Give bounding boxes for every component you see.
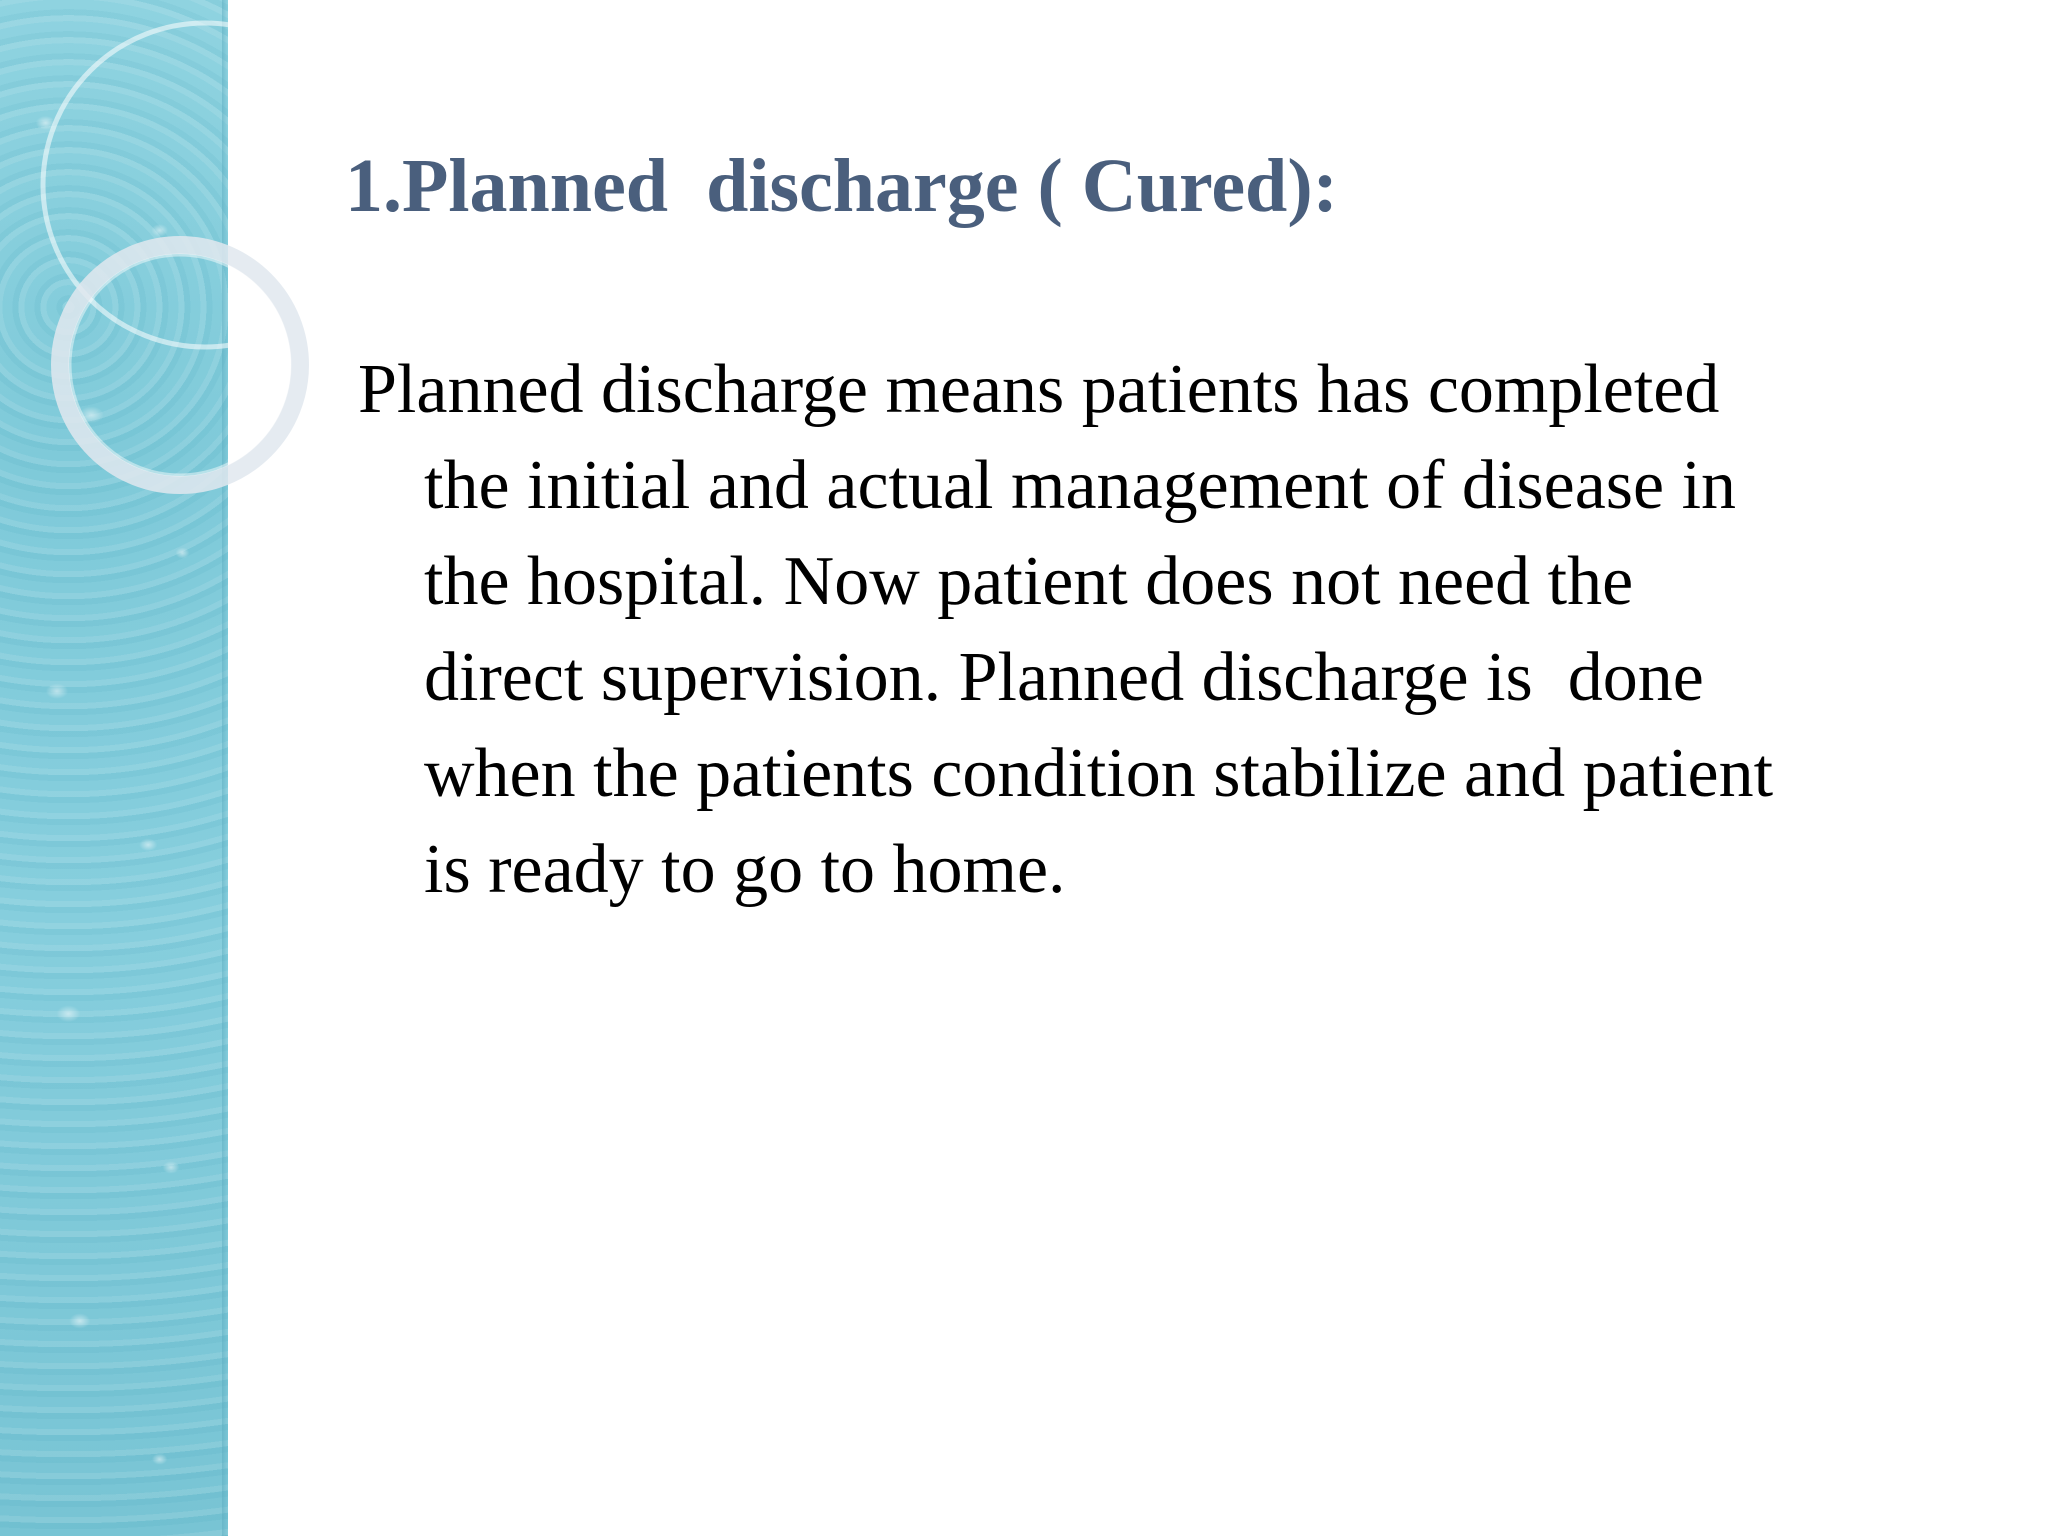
decorative-rings [0,0,420,520]
body-line-6: is ready to go to home. [424,831,1066,908]
body-line-5: when the patients condition stabilize and patient [424,735,1774,812]
body-line-1: Planned discharge means patients has completed [358,351,1720,428]
slide-body [358,342,1978,918]
slide-title: 1.Planned discharge ( Cured): [345,144,1338,228]
body-line-3: the hospital. Now patient does not need the [424,543,1634,620]
lower-ring-highlight [70,255,290,475]
body-line-4: direct supervision. Planned discharge is done [424,639,1704,716]
body-line-2: the initial and actual management of disease in [424,447,1737,524]
lower-ring [60,245,300,485]
